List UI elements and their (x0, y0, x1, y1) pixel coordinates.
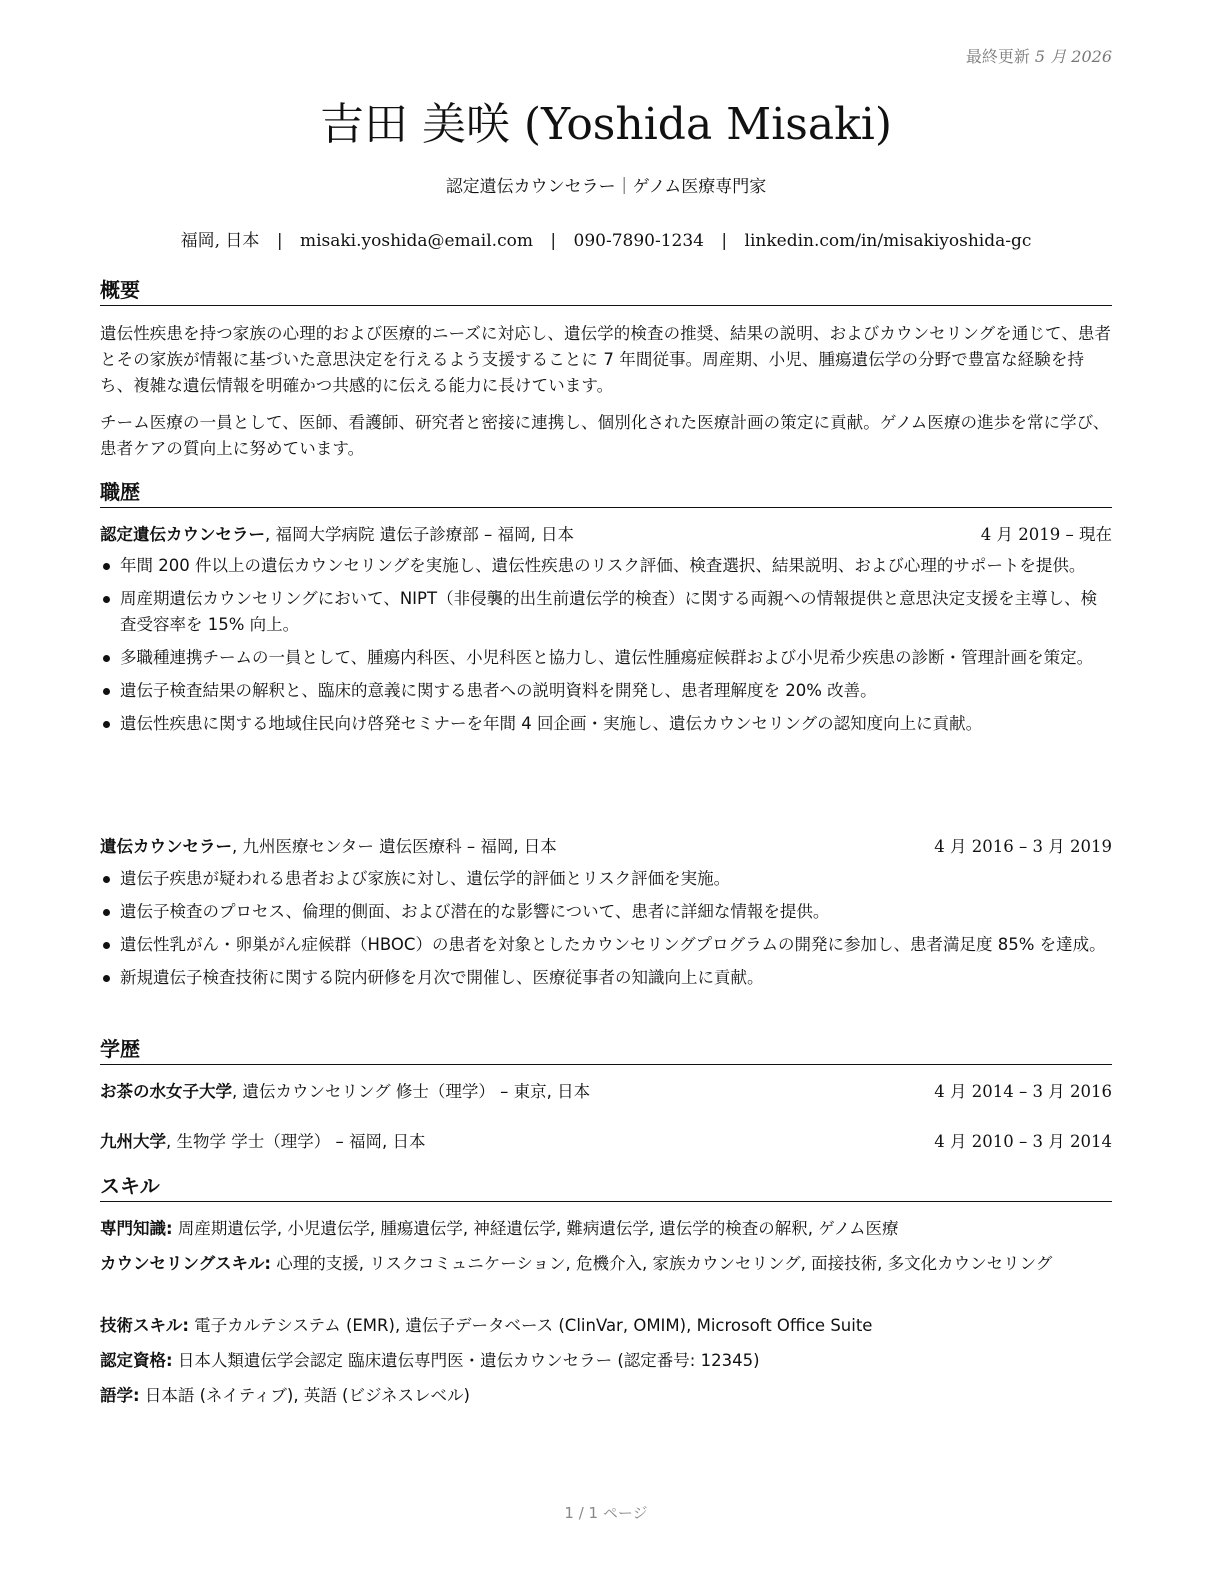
summary-paragraph-1: 遺伝性疾患を持つ家族の心理的および医療的ニーズに対応し、遺伝学的検査の推奨、結果の説明、およびカウンセリングを通じて、患者とその家族が情報に基づいた意思決定を行えるよう支援することに 7 年間従事。周産期、小児、腫瘍遺伝学の分野で豊富な経験を持ち、複雑な遺伝情報を明確かつ共感的に伝える能力に長けています。 (100, 324, 1112, 395)
list-item: 多職種連携チームの一員として、腫瘍内科医、小児科医と協力し、遺伝性腫瘍症候群および小児希少疾患の診断・管理計画を策定。 (100, 645, 1112, 671)
contact-email[interactable]: misaki.yoshida@email.com (299, 231, 533, 251)
list-item: 新規遺伝子検査技術に関する院内研修を月次で開催し、医療従事者の知識向上に貢献。 (100, 965, 1112, 991)
page-number: 1 / 1 ページ (564, 1504, 648, 1522)
skill-label: 技術スキル: (100, 1316, 189, 1335)
skill-row (100, 1251, 1112, 1277)
job-bullets (100, 866, 1112, 998)
list-item: 遺伝性疾患に関する地域住民向け啓発セミナーを年間 4 回企画・実施し、遺伝カウンセリングの認知度向上に貢献。 (100, 711, 1112, 737)
job-role: 遺伝カウンセラー (100, 837, 232, 856)
contact-location: 福岡, 日本 (180, 231, 260, 251)
skill-value: 心理的支援, リスクコミュニケーション, 危機介入, 家族カウンセリング, 面接技術, 多文化カウンセリング (270, 1254, 1053, 1273)
list-item: 遺伝子検査のプロセス、倫理的側面、および潜在的な影響について、患者に詳細な情報を提供。 (100, 899, 1112, 925)
job-org: , 福岡大学病院 遺伝子診療部 – 福岡, 日本 (265, 525, 574, 544)
contact-phone[interactable]: 090-7890-1234 (573, 231, 704, 251)
skill-row (100, 1383, 1112, 1409)
skill-row (100, 1348, 1112, 1374)
list-item: 周産期遺伝カウンセリングにおいて、NIPT（非侵襲的出生前遺伝学的検査）に関する両親への情報提供と意思決定支援を主導し、検査受容率を 15% 向上。 (100, 586, 1112, 638)
last-updated-date: 5 月 2026 (1034, 47, 1112, 66)
skill-label: 専門知識: (100, 1219, 173, 1238)
contact-separator: | (721, 231, 728, 251)
education-dates: 4 月 2014 – 3 月 2016 (934, 1082, 1112, 1101)
education-detail: , 生物学 学士（理学） – 福岡, 日本 (166, 1132, 426, 1151)
contact-line (100, 226, 1112, 251)
summary-heading: 概要 (100, 276, 1112, 306)
education-dates: 4 月 2010 – 3 月 2014 (934, 1132, 1112, 1151)
skill-label: 認定資格: (100, 1351, 173, 1370)
job-bullets (100, 553, 1112, 744)
list-item: 遺伝性乳がん・卵巣がん症候群（HBOC）の患者を対象としたカウンセリングプログラムの開発に参加し、患者満足度 85% を達成。 (100, 932, 1112, 958)
skill-value: 日本人類遺伝学会認定 臨床遺伝専門医・遺伝カウンセラー (認定番号: 12345) (172, 1351, 760, 1370)
summary-paragraph-2: チーム医療の一員として、医師、看護師、研究者と密接に連携し、個別化された医療計画の策定に貢献。ゲノム医療の進歩を常に学び、患者ケアの質向上に努めています。 (100, 413, 1110, 458)
education-heading: 学歴 (100, 1035, 1112, 1065)
education-item (100, 1129, 1112, 1155)
skill-value: 周産期遺伝学, 小児遺伝学, 腫瘍遺伝学, 神経遺伝学, 難病遺伝学, 遺伝学的検査の解釈, ゲノム医療 (172, 1219, 899, 1238)
contact-separator: | (550, 231, 557, 251)
job-header (100, 522, 1112, 548)
contact-linkedin[interactable]: linkedin.com/in/misakiyoshida-gc (744, 231, 1032, 251)
list-item: 遺伝子疾患が疑われる患者および家族に対し、遺伝学的評価とリスク評価を実施。 (100, 866, 1112, 892)
job-dates: 4 月 2019 – 現在 (980, 525, 1112, 544)
skill-value: 日本語 (ネイティブ), 英語 (ビジネスレベル) (139, 1386, 470, 1405)
job-dates: 4 月 2016 – 3 月 2019 (934, 837, 1112, 856)
job-role: 認定遺伝カウンセラー (100, 525, 265, 544)
candidate-name: 吉田 美咲 (Yoshida Misaki) (319, 99, 893, 150)
last-updated (966, 44, 1112, 67)
last-updated-label: 最終更新 (965, 47, 1030, 66)
contact-separator: | (276, 231, 283, 251)
resume-page (100, 0, 1112, 1584)
education-school: 九州大学 (100, 1132, 166, 1151)
skill-row (100, 1216, 1112, 1242)
tagline: 認定遺伝カウンセラー｜ゲノム医療専門家 (445, 177, 767, 197)
list-item: 年間 200 件以上の遺伝カウンセリングを実施し、遺伝性疾患のリスク評価、検査選択、結果説明、および心理的サポートを提供。 (100, 553, 1112, 579)
education-school: お茶の水女子大学 (100, 1082, 232, 1101)
skill-value: 電子カルテシステム (EMR), 遺伝子データベース (ClinVar, OMIM), Microsoft Office Suite (188, 1316, 873, 1335)
education-item (100, 1079, 1112, 1105)
skills-heading: スキル (100, 1172, 1112, 1202)
job-header (100, 834, 1112, 860)
skill-label: 語学: (100, 1386, 140, 1405)
education-detail: , 遺伝カウンセリング 修士（理学） – 東京, 日本 (232, 1082, 591, 1101)
list-item: 遺伝子検査結果の解釈と、臨床的意義に関する患者への説明資料を開発し、患者理解度を 20% 改善。 (100, 678, 1112, 704)
skill-row (100, 1313, 1112, 1339)
experience-heading: 職歴 (100, 478, 1112, 508)
job-org: , 九州医療センター 遺伝医療科 – 福岡, 日本 (232, 837, 557, 856)
skill-label: カウンセリングスキル: (100, 1254, 271, 1273)
